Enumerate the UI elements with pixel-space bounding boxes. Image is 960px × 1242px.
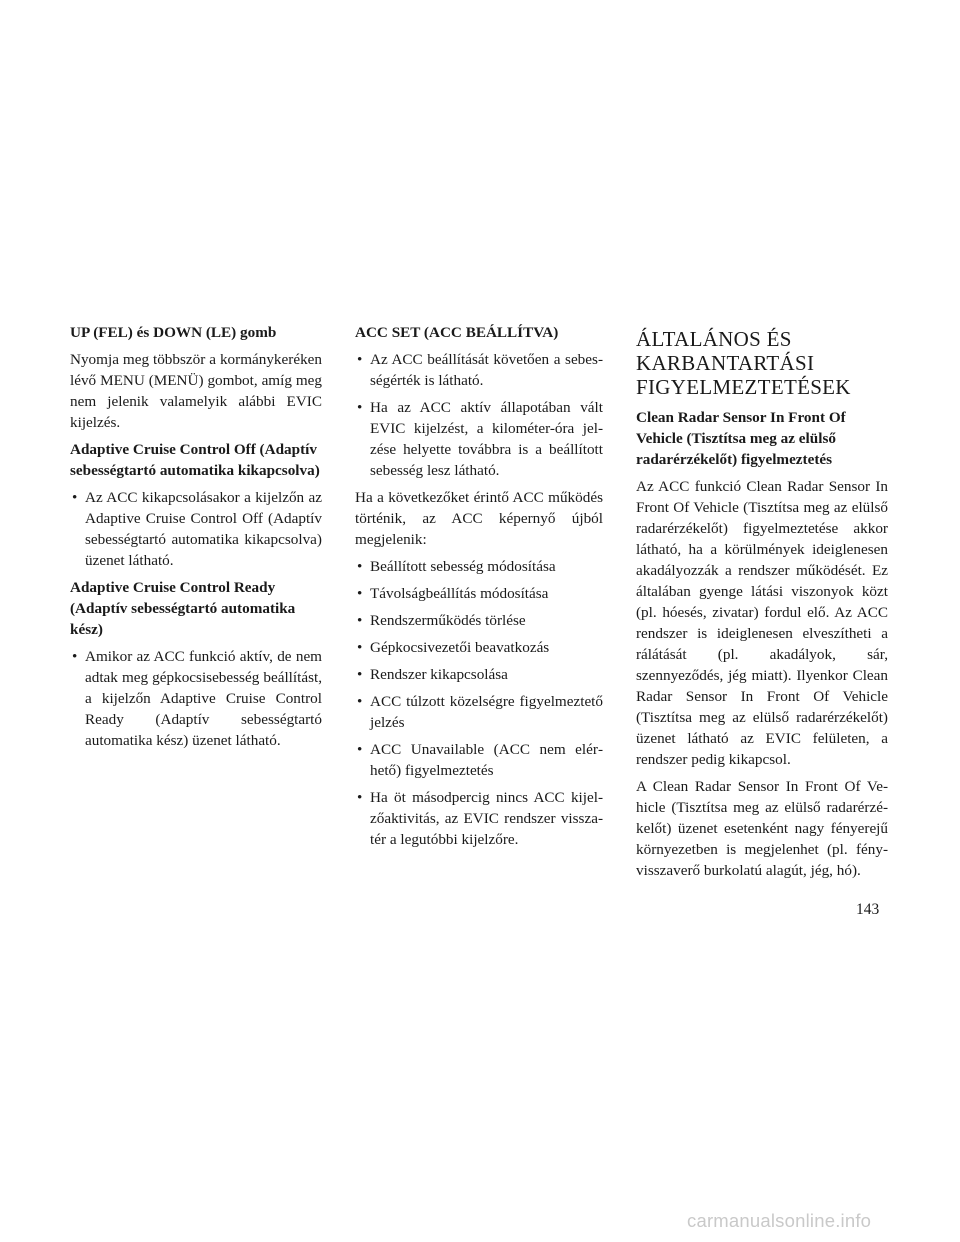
column-right [636,322,888,887]
bullet-dot: • [357,789,363,806]
heading-acc-set: ACC SET (ACC BEÁLLÍTVA) [355,324,559,341]
list-item: • Amikor az ACC funkció aktív, de nem adtak meg gépkocsisebesség beállítást, a kijelzőn Adaptive Cruise Control Ready (Adaptív sebességtartó automatika kész) üzenet látható. [72,648,322,749]
paragraph-menu-button: Nyomja meg többször a kormánykeréken lévő MENU (MENÜ) gombot, amíg meg nem jelenik valamelyik alábbi EVIC kijelzés. [70,351,322,431]
heading-up-down-button: UP (FEL) és DOWN (LE) gomb [70,324,277,341]
list-acc-ready [70,646,322,751]
heading-acc-off: Adaptive Cruise Control Off (Adaptív sebességtartó automatika kikapcsolva) [70,441,320,479]
section-title-line: ÁLTALÁNOS ÉS [636,327,792,351]
list-item: • Rendszer kikapcsolása [357,666,508,683]
list-item: • ACC Unavailable (ACC nem elérhető) figyelmeztetés [357,741,603,779]
bullet-dot: • [357,399,363,416]
column-middle [355,322,603,856]
section-title [636,327,888,399]
bullet-dot: • [72,648,78,665]
list-acc-set [355,349,603,481]
list-acc-off [70,487,322,571]
bullet-dot: • [357,693,363,710]
list-acc-events [355,556,603,850]
bullet-dot: • [357,351,363,368]
section-title-line: FIGYELMEZTETÉSEK [636,375,851,399]
list-item: • Ha öt másodpercig nincs ACC kijelzőaktivitás, az EVIC rendszer visszatér a legutóbbi kijelzőre. [357,789,603,848]
list-item: • Ha az ACC aktív állapotában vált EVIC kijelzést, a kilométer-óra jelzése helyette továbbra is a beállított sebesség lesz látható. [357,399,603,479]
bullet-dot: • [357,639,363,656]
paragraph-acc-events: Ha a következőket érintő ACC működés történik, az ACC képernyő újból megjelenik: [355,489,603,548]
column-left [70,322,322,757]
list-item: • Az ACC beállítását követően a sebességérték is látható. [357,351,603,389]
list-item: • Gépkocsivezetői beavatkozás [357,639,550,656]
section-title-line: KARBANTARTÁSI [636,351,815,375]
heading-acc-ready: Adaptive Cruise Control Ready (Adaptív sebességtartó automatika kész) [70,579,296,638]
list-item: • ACC túlzott közelségre figyelmeztető jelzés [357,693,603,731]
bullet-dot: • [72,489,78,506]
bullet-dot: • [357,666,363,683]
bullet-dot: • [357,741,363,758]
bullet-dot: • [357,585,363,602]
list-item: • Beállított sebesség módosítása [357,558,556,575]
page-number: 143 [856,901,880,918]
heading-clean-radar-sensor: Clean Radar Sensor In Front Of Vehicle (Tisztítsa meg az elülső radarérzékelőt) figyelmeztetés [636,409,846,468]
list-item: • Az ACC kikapcsolásakor a kijelzőn az Adaptive Cruise Control Off (Adaptív sebességtartó automatika kikapcsolva) üzenet látható. [72,489,322,569]
watermark: carmanualsonline.info [687,1210,872,1231]
bullet-dot: • [357,558,363,575]
paragraph-clean-radar-2: A Clean Radar Sensor In Front Of Vehicle (Tisztítsa meg az elülső radarérzékelőt) üzenet esetenként nagy fényerejű környezetben is megjelenhet (pl. fényvisszaverő burkolatú alagút, jég, hó). [636,778,888,879]
list-item: • Távolságbeállítás módosítása [357,585,549,602]
list-item: • Rendszerműködés törlése [357,612,526,629]
paragraph-clean-radar-1: Az ACC funkció Clean Radar Sensor In Front Of Vehicle (Tisztítsa meg az elülső radarérzékelőt) figyelmeztetése akkor látható, ha a körülmények ideiglenesen akadályozzák a rendszer működését. Ez általában gyenge látási viszonyok közt (pl. hóesés, zivatar) fordul elő. Az ACC rendszer is ideiglenesen elveszítheti a rálátását (pl. akadályok, sár, szennyeződés, jég miatt). Ilyenkor Clean Radar Sensor In Front Of Vehicle (Tisztítsa meg az elülső radarérzékelőt) üzenet látható az EVIC felületen, a rendszer pedig kikapcsol. [636,478,888,768]
bullet-dot: • [357,612,363,629]
